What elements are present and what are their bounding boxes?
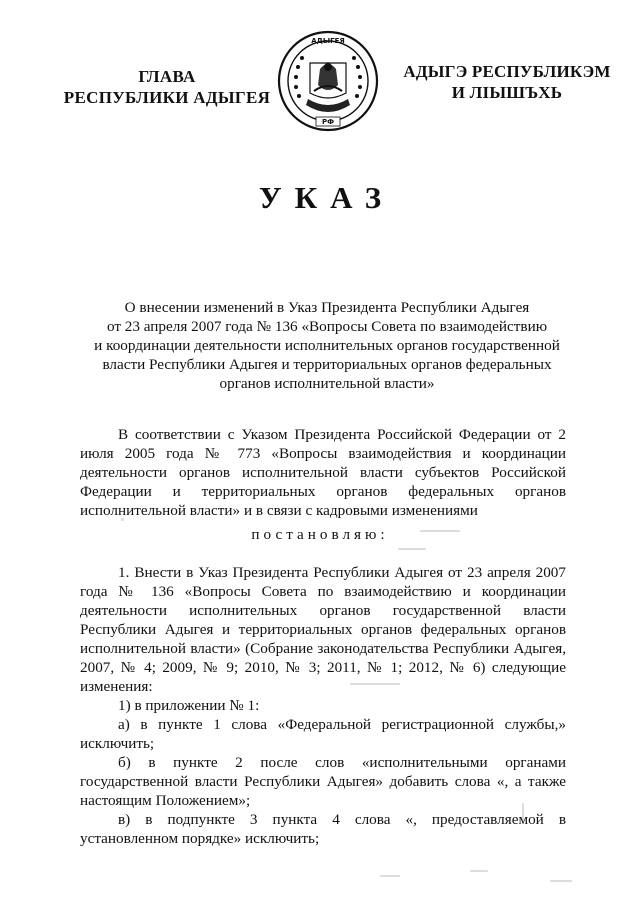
coat-of-arms-emblem bbox=[276, 29, 380, 133]
preamble-block bbox=[80, 425, 566, 520]
decree-word: постановляю: bbox=[251, 526, 389, 543]
preamble-paragraph: В соответствии с Указом Президента Российской Федерации от 2 июля 2005 года № 773 «Вопросы взаимодействия и координации деятельности органов исполнительной власти субъектов Российской Федерации и территориальных органов федеральных органов исполнительной власти» и в связи с кадровыми изменениями bbox=[80, 426, 566, 519]
scan-speck bbox=[550, 880, 572, 882]
scan-speck bbox=[522, 803, 524, 821]
subject-line: от 23 апреля 2007 года № 136 «Вопросы Совета по взаимодействию bbox=[106, 318, 548, 335]
scan-speck bbox=[380, 875, 400, 877]
decree-subject bbox=[62, 298, 592, 393]
document-title: УКАЗ bbox=[258, 180, 395, 215]
subitem-b-paragraph: б) в пункте 2 после слов «исполнительными органами государственной власти Республики Адыгея» добавить слова «, а также настоящим Положением»; bbox=[80, 754, 566, 809]
scan-speck bbox=[470, 870, 488, 872]
header-right-line2: И ЛІЫШЪХЬ bbox=[451, 83, 563, 102]
scan-speck bbox=[350, 683, 400, 685]
header-left-line1: ГЛАВА bbox=[138, 67, 196, 86]
header-left-line2: РЕСПУБЛИКИ АДЫГЕЯ bbox=[63, 88, 271, 107]
subitem-c-paragraph: в) в подпункте 3 пункта 4 слова «, предоставляемой в установленном порядке» исключить; bbox=[80, 811, 566, 847]
item-1-paragraph: 1. Внести в Указ Президента Республики Адыгея от 23 апреля 2007 года № 136 «Вопросы Совета по взаимодействию и координации деятельности исполнительных органов государственной власти Республики Адыгея и территориальных органов федеральных органов исполнительной власти» (Собрание законодательства Республики Адыгея, 2007, № 4; 2009, № 9; 2010, № 3; 2011, № 1; 2012, № 6) следующие изменения: bbox=[80, 564, 566, 695]
header-right-line1: АДЫГЭ РЕСПУБЛИКЭМ bbox=[403, 62, 611, 81]
subitem-a-paragraph: а) в пункте 1 слова «Федеральной регистрационной службы,» исключить; bbox=[80, 716, 566, 752]
subject-line: и координации деятельности исполнительных органов государственной bbox=[94, 337, 560, 354]
subject-line: органов исполнительной власти» bbox=[219, 375, 435, 392]
scan-speck bbox=[420, 530, 460, 532]
scan-speck bbox=[398, 548, 426, 550]
header-right bbox=[383, 61, 631, 103]
emblem-text-top: АДЫГЕЯ bbox=[311, 37, 345, 45]
subitem-1-paragraph: 1) в приложении № 1: bbox=[118, 697, 260, 714]
subject-line: власти Республики Адыгея и территориальных органов федеральных bbox=[102, 356, 552, 373]
decree-items bbox=[80, 563, 566, 848]
emblem-text-bottom: РФ bbox=[321, 118, 335, 126]
header-left bbox=[52, 66, 282, 108]
scan-speck bbox=[121, 518, 124, 521]
subject-line: О внесении изменений в Указ Президента Республики Адыгея bbox=[124, 299, 530, 316]
